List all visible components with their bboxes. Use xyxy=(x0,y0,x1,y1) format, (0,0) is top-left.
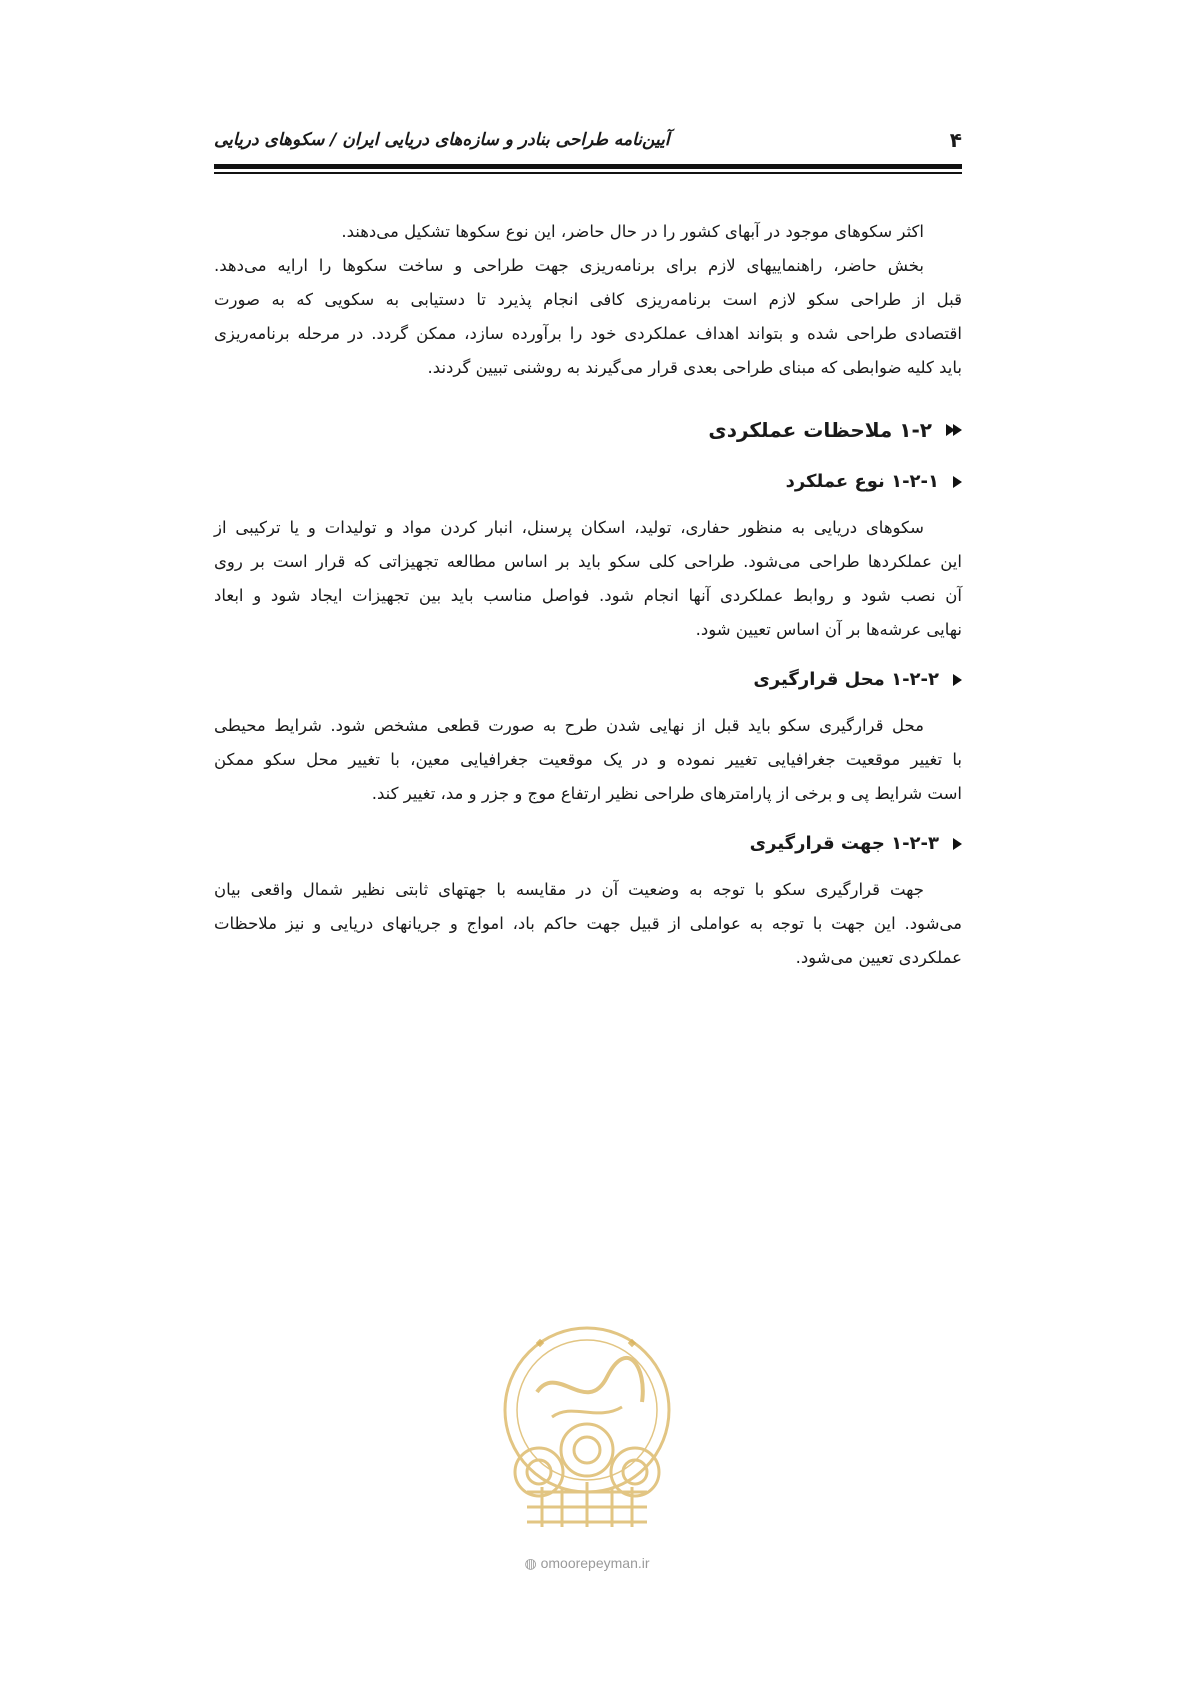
text-line: نهایی عرشه‌ها بر آن اساس تعیین شود. xyxy=(695,620,962,639)
text-line: جهت قرارگیری سکو با توجه به وضعیت آن در مقایسه با جهتهای ثابتی نظیر شمال واقعی بیان xyxy=(214,880,924,899)
text-line: این عملکردها طراحی می‌شود. طراحی کلی سکو باید بر اساس مطالعه تجهیزاتی که قرار است بر روی xyxy=(214,552,962,571)
double-triangle-bullet-icon xyxy=(946,424,962,436)
subsection-heading xyxy=(214,465,962,499)
subsection-heading-text: ۱-۲-۲ محل قرارگیری xyxy=(753,669,939,690)
text-line: اقتصادی طراحی شده و بتواند اهداف عملکردی خود را برآورده سازد، ممکن گردد. در مرحله برنامه‌ریزی xyxy=(214,324,962,343)
gear-logo-icon xyxy=(497,1322,677,1532)
text-line: عملکردی تعیین می‌شود. xyxy=(795,948,962,967)
text-line: است شرایط پی و برخی از پارامترهای طراحی نظیر ارتفاع موج و جزر و مد، تغییر کند. xyxy=(371,784,962,803)
text-line: محل قرارگیری سکو باید قبل از نهایی شدن طرح به صورت قطعی مشخص شود. شرایط محیطی xyxy=(214,716,924,735)
triangle-bullet-icon xyxy=(953,674,962,686)
text-line: سکوهای دریایی به منظور حفاری، تولید، اسکان پرسنل، انبار کردن مواد و تولیدات و یا ترکیبی از xyxy=(214,518,924,537)
intro-paragraph xyxy=(214,215,962,385)
text-line: باید کلیه ضوابطی که مبنای طراحی بعدی قرار می‌گیرند به روشنی تبیین گردند. xyxy=(427,358,962,377)
triangle-bullet-icon xyxy=(953,476,962,488)
watermark-caption xyxy=(497,1555,677,1572)
watermark-url: omoorepeyman.ir xyxy=(540,1555,650,1571)
subsection-heading xyxy=(214,663,962,697)
page-number: ۴ xyxy=(949,128,962,152)
subsection-heading xyxy=(214,827,962,861)
subsection-heading-text: ۱-۲-۳ جهت قرارگیری xyxy=(749,833,939,854)
running-title: آیین‌نامه طراحی بنادر و سازه‌های دریایی ایران / سکوهای دریایی xyxy=(214,130,670,150)
header-rule-thin xyxy=(214,172,962,174)
text-line: قبل از طراحی سکو لازم است برنامه‌ریزی کافی انجام پذیرد تا دستیابی به سکویی که به صورت xyxy=(214,290,962,309)
text-line: بخش حاضر، راهنماییهای لازم برای برنامه‌ریزی جهت طراحی و ساخت سکوها را ارایه می‌دهد. xyxy=(214,256,924,275)
subsection-heading-text: ۱-۲-۱ نوع عملکرد xyxy=(785,471,939,492)
text-line: اکثر سکوهای موجود در آبهای کشور را در حال حاضر، این نوع سکوها تشکیل می‌دهند. xyxy=(341,222,924,241)
section-heading-text: ۱-۲ ملاحظات عملکردی xyxy=(708,418,932,442)
body-content xyxy=(214,215,962,975)
triangle-bullet-icon xyxy=(953,838,962,850)
subsection-paragraph xyxy=(214,709,962,811)
text-line: می‌شود. این جهت با توجه به عواملی از قبیل جهت حاکم باد، امواج و جریانهای دریایی و نیز ملاحظات xyxy=(214,914,962,933)
watermark-logo xyxy=(497,1322,677,1532)
subsection-paragraph xyxy=(214,511,962,647)
text-line: آن نصب شود و روابط عملکردی آنها انجام شود. فواصل مناسب باید بین تجهیزات ایجاد شود و ابعاد xyxy=(214,586,962,605)
running-header xyxy=(214,128,962,156)
text-line: با تغییر موقعیت جغرافیایی تغییر نموده و در یک موقعیت جغرافیایی معین، با تغییر محل سکو ممکن xyxy=(214,750,962,769)
subsection-paragraph xyxy=(214,873,962,975)
section-heading xyxy=(214,413,962,447)
header-rule-thick xyxy=(214,164,962,169)
globe-icon: ◍ xyxy=(524,1555,537,1571)
